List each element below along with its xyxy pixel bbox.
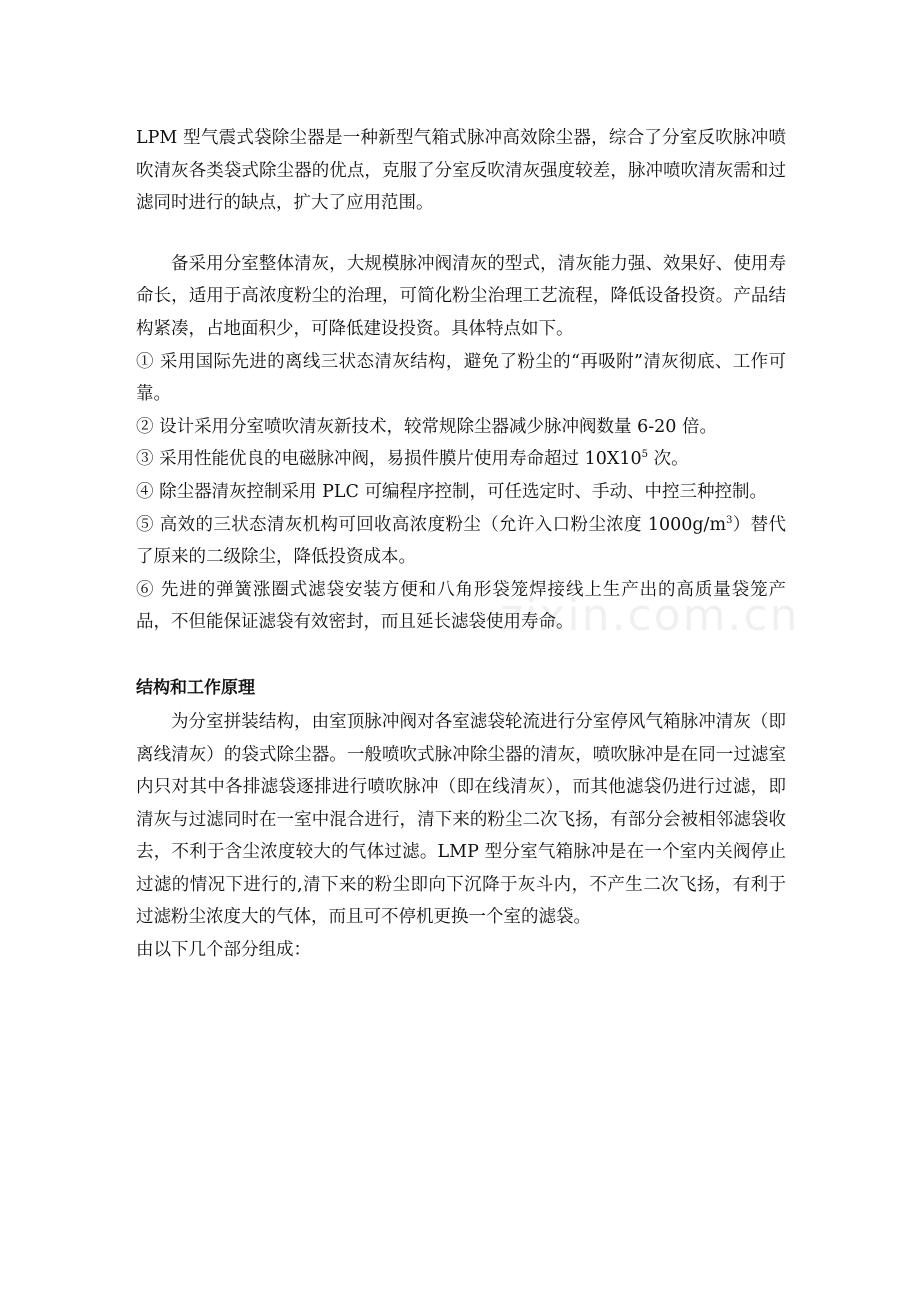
feature-item-5 [136,509,786,574]
feature-item-3-text: ③ 采用性能优良的电磁脉冲阀，易损件膜片使用寿命超过 10X10 [136,449,642,470]
feature-item-1: ① 采用国际先进的离线三状态清灰结构，避免了粉尘的“再吸附”清灰彻底、工作可靠。 [136,351,786,405]
feature-item-2: ② 设计采用分室喷吹清灰新技术，较常规除尘器减少脉冲阀数量 6-20 倍。 [136,416,718,437]
paragraph-spacer [136,220,786,248]
feature-item-3 [136,443,786,476]
section-spacer [136,639,786,670]
feature-item-5-suffix: ）替代了原来的二级除尘，降低投资成本。 [136,514,787,568]
feature-item-4: ④ 除尘器清灰控制采用 PLC 可编程序控制，可任选定时、手动、中控三种控制。 [136,481,767,502]
watermark-text: zixin.com.cn [500,590,800,641]
feature-item-6: ⑥ 先进的弹簧涨圈式滤袋安装方便和八角形袋笼焊接线上生产出的高质量袋笼产品，不但能保证滤袋有效密封，而且延长滤袋使用寿命。 [136,579,786,633]
feature-item-5-text: ⑤ 高效的三状态清灰机构可回收高浓度粉尘（允许入口粉尘浓度 1000g/m [136,514,727,535]
feature-item-5-exponent: 3 [726,514,733,526]
intro-paragraph: LPM 型气震式袋除尘器是一种新型气箱式脉冲高效除尘器，综合了分室反吹脉冲喷吹清灰各类袋式除尘器的优点，克服了分室反吹清灰强度较差，脉冲喷吹清灰需和过滤同时进行的缺点，扩大了应用范围。 [136,128,786,214]
features-paragraph: 备采用分室整体清灰，大规模脉冲阀清灰的型式，清灰能力强、效果好、使用寿命长，适用于高浓度粉尘的治理，可简化粉尘治理工艺流程，降低设备投资。产品结构紧凑，占地面积少，可降低建设投资。具体特点如下。 [136,253,786,339]
components-intro: 由以下几个部分组成： [136,940,311,961]
feature-item-3-exponent: 5 [641,449,648,461]
feature-item-3-suffix: 次。 [648,449,689,470]
structure-paragraph: 为分室拼装结构，由室顶脉冲阀对各室滤袋轮流进行分室停风气箱脉冲清灰（即离线清灰）的袋式除尘器。一般喷吹式脉冲除尘器的清灰，喷吹脉冲是在同一过滤室内只对其中各排滤袋逐排进行喷吹脉冲（即在线清灰），而其他滤袋仍进行过滤，即清灰与过滤同时在一室中混合进行，清下来的粉尘二次飞扬，有部分会被相邻滤袋收去，不利于含尘浓度较大的气体过滤。LMP 型分室气箱脉冲是在一个室内关阀停止过滤的情况下进行的,清下来的粉尘即向下沉降于灰斗内，不产生二次飞扬，有利于过滤粉尘浓度大的气体，而且可不停机更换一个室的滤袋。 [136,711,786,928]
document-body [136,122,786,967]
section-heading: 结构和工作原理 [136,677,255,698]
